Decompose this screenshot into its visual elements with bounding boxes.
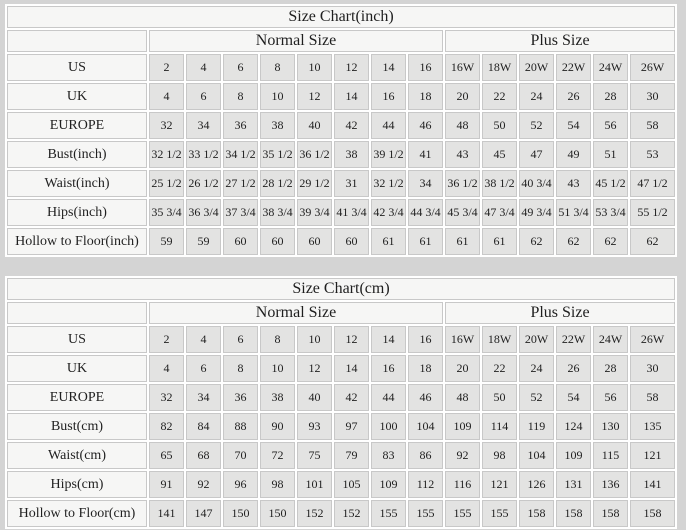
size-value: 58 xyxy=(630,384,675,411)
size-value: 36 1/2 xyxy=(445,170,480,197)
size-value: 41 xyxy=(408,141,443,168)
size-value: 152 xyxy=(334,500,369,527)
size-value: 59 xyxy=(186,228,221,255)
size-value: 4 xyxy=(149,83,184,110)
size-value: 90 xyxy=(260,413,295,440)
size-value: 8 xyxy=(260,326,295,353)
size-value: 141 xyxy=(149,500,184,527)
size-value: 44 xyxy=(371,112,406,139)
size-value: 6 xyxy=(186,355,221,382)
size-value: 32 1/2 xyxy=(149,141,184,168)
size-value: 104 xyxy=(519,442,554,469)
size-value: 6 xyxy=(186,83,221,110)
table-row xyxy=(7,471,675,498)
table-row xyxy=(7,500,675,527)
size-value: 30 xyxy=(630,355,675,382)
size-value: 97 xyxy=(334,413,369,440)
size-value: 61 xyxy=(445,228,480,255)
size-value: 40 3/4 xyxy=(519,170,554,197)
size-value: 16 xyxy=(408,326,443,353)
size-value: 36 xyxy=(223,384,258,411)
group-header: Plus Size xyxy=(445,30,675,52)
size-value: 52 xyxy=(519,384,554,411)
size-value: 47 xyxy=(519,141,554,168)
table-title-row xyxy=(7,6,675,28)
table-row xyxy=(7,170,675,197)
size-value: 12 xyxy=(297,355,332,382)
size-value: 12 xyxy=(334,326,369,353)
size-value: 34 xyxy=(408,170,443,197)
row-label: Bust(inch) xyxy=(7,141,147,168)
size-value: 119 xyxy=(519,413,554,440)
size-value: 2 xyxy=(149,54,184,81)
size-value: 28 xyxy=(593,355,628,382)
size-value: 121 xyxy=(630,442,675,469)
size-value: 70 xyxy=(223,442,258,469)
size-value: 116 xyxy=(445,471,480,498)
size-value: 65 xyxy=(149,442,184,469)
size-value: 72 xyxy=(260,442,295,469)
row-label: Waist(inch) xyxy=(7,170,147,197)
size-value: 24W xyxy=(593,54,628,81)
size-value: 82 xyxy=(149,413,184,440)
size-value: 88 xyxy=(223,413,258,440)
size-value: 158 xyxy=(630,500,675,527)
size-value: 75 xyxy=(297,442,332,469)
size-value: 30 xyxy=(630,83,675,110)
group-header-row xyxy=(7,30,675,52)
size-value: 14 xyxy=(334,355,369,382)
size-value: 84 xyxy=(186,413,221,440)
size-value: 112 xyxy=(408,471,443,498)
row-label: US xyxy=(7,54,147,81)
size-value: 24W xyxy=(593,326,628,353)
size-value: 62 xyxy=(630,228,675,255)
size-value: 32 1/2 xyxy=(371,170,406,197)
size-value: 10 xyxy=(260,355,295,382)
size-value: 104 xyxy=(408,413,443,440)
size-value: 51 xyxy=(593,141,628,168)
size-value: 34 1/2 xyxy=(223,141,258,168)
size-value: 34 xyxy=(186,112,221,139)
size-value: 86 xyxy=(408,442,443,469)
size-value: 35 1/2 xyxy=(260,141,295,168)
size-value: 44 3/4 xyxy=(408,199,443,226)
size-value: 47 3/4 xyxy=(482,199,517,226)
size-value: 152 xyxy=(297,500,332,527)
size-value: 10 xyxy=(297,326,332,353)
size-value: 31 xyxy=(334,170,369,197)
table-row xyxy=(7,355,675,382)
size-value: 29 1/2 xyxy=(297,170,332,197)
size-value: 124 xyxy=(556,413,591,440)
size-value: 109 xyxy=(556,442,591,469)
size-value: 58 xyxy=(630,112,675,139)
size-value: 18 xyxy=(408,355,443,382)
size-value: 49 xyxy=(556,141,591,168)
size-value: 131 xyxy=(556,471,591,498)
size-value: 54 xyxy=(556,384,591,411)
size-value: 62 xyxy=(593,228,628,255)
size-value: 14 xyxy=(371,326,406,353)
size-value: 126 xyxy=(519,471,554,498)
size-value: 22W xyxy=(556,54,591,81)
size-value: 22W xyxy=(556,326,591,353)
size-value: 158 xyxy=(519,500,554,527)
size-value: 141 xyxy=(630,471,675,498)
size-value: 114 xyxy=(482,413,517,440)
size-value: 136 xyxy=(593,471,628,498)
row-label: Bust(cm) xyxy=(7,413,147,440)
size-value: 35 3/4 xyxy=(149,199,184,226)
size-value: 60 xyxy=(223,228,258,255)
size-value: 38 1/2 xyxy=(482,170,517,197)
size-value: 38 3/4 xyxy=(260,199,295,226)
size-value: 51 3/4 xyxy=(556,199,591,226)
size-value: 48 xyxy=(445,112,480,139)
table-row xyxy=(7,228,675,255)
size-value: 16 xyxy=(371,83,406,110)
size-value: 16 xyxy=(371,355,406,382)
size-chart-cm-table xyxy=(5,276,677,529)
table-row xyxy=(7,442,675,469)
table-row xyxy=(7,141,675,168)
size-value: 98 xyxy=(260,471,295,498)
row-label: Hollow to Floor(inch) xyxy=(7,228,147,255)
size-value: 155 xyxy=(408,500,443,527)
table-title: Size Chart(cm) xyxy=(7,278,675,300)
size-value: 115 xyxy=(593,442,628,469)
group-header-row xyxy=(7,302,675,324)
table-row xyxy=(7,83,675,110)
size-value: 41 3/4 xyxy=(334,199,369,226)
row-label: Hips(inch) xyxy=(7,199,147,226)
size-value: 53 3/4 xyxy=(593,199,628,226)
size-value: 38 xyxy=(334,141,369,168)
size-value: 32 xyxy=(149,384,184,411)
size-value: 28 1/2 xyxy=(260,170,295,197)
size-value: 61 xyxy=(371,228,406,255)
size-value: 26 xyxy=(556,355,591,382)
size-value: 50 xyxy=(482,112,517,139)
size-value: 62 xyxy=(556,228,591,255)
size-value: 26 xyxy=(556,83,591,110)
size-value: 45 1/2 xyxy=(593,170,628,197)
size-value: 49 3/4 xyxy=(519,199,554,226)
size-value: 26W xyxy=(630,54,675,81)
size-value: 42 xyxy=(334,384,369,411)
size-value: 100 xyxy=(371,413,406,440)
size-value: 20W xyxy=(519,326,554,353)
size-value: 45 3/4 xyxy=(445,199,480,226)
size-value: 62 xyxy=(519,228,554,255)
size-value: 20 xyxy=(445,355,480,382)
size-value: 109 xyxy=(445,413,480,440)
size-value: 12 xyxy=(334,54,369,81)
size-value: 44 xyxy=(371,384,406,411)
size-value: 60 xyxy=(260,228,295,255)
size-value: 46 xyxy=(408,112,443,139)
size-value: 10 xyxy=(297,54,332,81)
size-value: 91 xyxy=(149,471,184,498)
size-value: 52 xyxy=(519,112,554,139)
size-value: 46 xyxy=(408,384,443,411)
size-value: 38 xyxy=(260,112,295,139)
size-value: 34 xyxy=(186,384,221,411)
size-value: 27 1/2 xyxy=(223,170,258,197)
size-value: 36 3/4 xyxy=(186,199,221,226)
size-value: 36 xyxy=(223,112,258,139)
size-value: 92 xyxy=(186,471,221,498)
size-value: 56 xyxy=(593,384,628,411)
row-label: EUROPE xyxy=(7,384,147,411)
size-value: 39 3/4 xyxy=(297,199,332,226)
size-value: 6 xyxy=(223,54,258,81)
size-value: 43 xyxy=(556,170,591,197)
size-value: 61 xyxy=(482,228,517,255)
size-value: 60 xyxy=(334,228,369,255)
size-value: 61 xyxy=(408,228,443,255)
size-value: 8 xyxy=(260,54,295,81)
size-value: 6 xyxy=(223,326,258,353)
size-value: 42 3/4 xyxy=(371,199,406,226)
size-value: 33 1/2 xyxy=(186,141,221,168)
row-label: UK xyxy=(7,355,147,382)
size-value: 147 xyxy=(186,500,221,527)
size-value: 4 xyxy=(186,326,221,353)
size-value: 14 xyxy=(371,54,406,81)
table-title: Size Chart(inch) xyxy=(7,6,675,28)
size-value: 26 1/2 xyxy=(186,170,221,197)
size-value: 43 xyxy=(445,141,480,168)
size-value: 155 xyxy=(445,500,480,527)
size-value: 135 xyxy=(630,413,675,440)
size-value: 109 xyxy=(371,471,406,498)
size-value: 56 xyxy=(593,112,628,139)
size-value: 18W xyxy=(482,54,517,81)
row-label: US xyxy=(7,326,147,353)
size-chart-inch-table xyxy=(5,4,677,257)
size-value: 20 xyxy=(445,83,480,110)
size-value: 32 xyxy=(149,112,184,139)
size-value: 16W xyxy=(445,54,480,81)
size-value: 26W xyxy=(630,326,675,353)
size-value: 96 xyxy=(223,471,258,498)
table-row xyxy=(7,384,675,411)
size-value: 59 xyxy=(149,228,184,255)
size-value: 92 xyxy=(445,442,480,469)
size-value: 150 xyxy=(223,500,258,527)
size-value: 14 xyxy=(334,83,369,110)
size-value: 40 xyxy=(297,384,332,411)
size-value: 4 xyxy=(186,54,221,81)
size-value: 101 xyxy=(297,471,332,498)
size-value: 22 xyxy=(482,83,517,110)
size-value: 83 xyxy=(371,442,406,469)
size-value: 10 xyxy=(260,83,295,110)
size-value: 105 xyxy=(334,471,369,498)
row-label: EUROPE xyxy=(7,112,147,139)
group-header: Normal Size xyxy=(149,30,443,52)
size-value: 24 xyxy=(519,355,554,382)
size-value: 36 1/2 xyxy=(297,141,332,168)
row-label: Waist(cm) xyxy=(7,442,147,469)
size-value: 16W xyxy=(445,326,480,353)
size-value: 150 xyxy=(260,500,295,527)
size-value: 158 xyxy=(593,500,628,527)
size-value: 18 xyxy=(408,83,443,110)
size-value: 121 xyxy=(482,471,517,498)
size-value: 24 xyxy=(519,83,554,110)
size-value: 20W xyxy=(519,54,554,81)
size-value: 68 xyxy=(186,442,221,469)
size-value: 79 xyxy=(334,442,369,469)
size-value: 47 1/2 xyxy=(630,170,675,197)
row-label: Hollow to Floor(cm) xyxy=(7,500,147,527)
size-value: 54 xyxy=(556,112,591,139)
size-value: 93 xyxy=(297,413,332,440)
table-row xyxy=(7,54,675,81)
size-value: 155 xyxy=(371,500,406,527)
size-value: 12 xyxy=(297,83,332,110)
size-value: 8 xyxy=(223,83,258,110)
size-value: 158 xyxy=(556,500,591,527)
size-value: 50 xyxy=(482,384,517,411)
size-value: 45 xyxy=(482,141,517,168)
group-header: Normal Size xyxy=(149,302,443,324)
size-value: 28 xyxy=(593,83,628,110)
table-row xyxy=(7,326,675,353)
group-header: Plus Size xyxy=(445,302,675,324)
size-value: 155 xyxy=(482,500,517,527)
size-value: 55 1/2 xyxy=(630,199,675,226)
size-value: 8 xyxy=(223,355,258,382)
corner-cell xyxy=(7,302,147,324)
size-value: 25 1/2 xyxy=(149,170,184,197)
corner-cell xyxy=(7,30,147,52)
size-value: 130 xyxy=(593,413,628,440)
size-value: 38 xyxy=(260,384,295,411)
size-value: 2 xyxy=(149,326,184,353)
size-value: 39 1/2 xyxy=(371,141,406,168)
table-title-row xyxy=(7,278,675,300)
table-row xyxy=(7,112,675,139)
size-value: 22 xyxy=(482,355,517,382)
size-value: 42 xyxy=(334,112,369,139)
size-value: 40 xyxy=(297,112,332,139)
size-value: 37 3/4 xyxy=(223,199,258,226)
size-value: 4 xyxy=(149,355,184,382)
row-label: Hips(cm) xyxy=(7,471,147,498)
size-value: 98 xyxy=(482,442,517,469)
size-value: 60 xyxy=(297,228,332,255)
table-row xyxy=(7,199,675,226)
size-value: 48 xyxy=(445,384,480,411)
size-value: 16 xyxy=(408,54,443,81)
table-row xyxy=(7,413,675,440)
size-value: 53 xyxy=(630,141,675,168)
row-label: UK xyxy=(7,83,147,110)
size-value: 18W xyxy=(482,326,517,353)
